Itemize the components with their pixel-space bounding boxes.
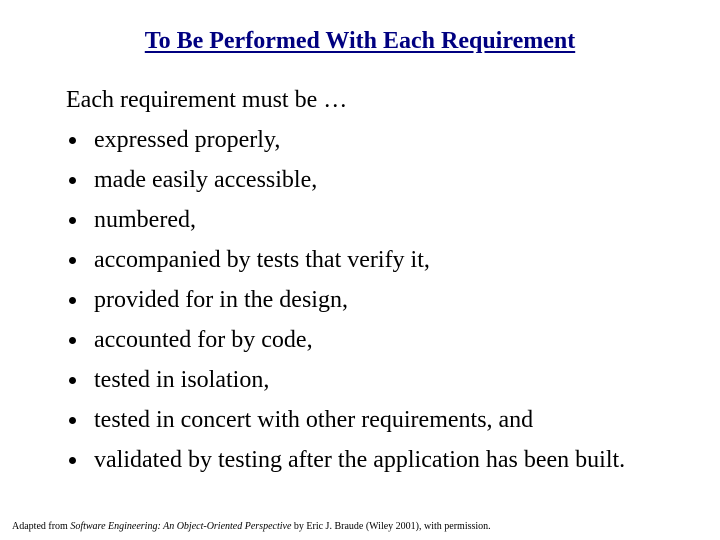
bullet-icon	[69, 257, 76, 264]
list-item	[66, 240, 686, 280]
list-item-text: validated by testing after the application has been built.	[94, 447, 626, 473]
list-item	[66, 160, 686, 200]
list-item-text: accompanied by tests that verify it,	[94, 247, 430, 273]
list-item	[66, 200, 686, 240]
list-item-text: expressed properly,	[94, 127, 281, 153]
bullet-icon	[69, 337, 76, 344]
bullet-icon	[69, 417, 76, 424]
list-item-text: tested in concert with other requirements, and	[94, 407, 534, 433]
list-item	[66, 280, 686, 320]
slide-title: To Be Performed With Each Requirement	[144, 28, 576, 54]
bullet-icon	[69, 217, 76, 224]
list-item-text: made easily accessible,	[94, 167, 318, 193]
footnote-suffix: by Eric J. Braude (Wiley 2001), with permission.	[291, 521, 491, 532]
list-item-text: accounted for by code,	[94, 327, 313, 353]
bullet-icon	[69, 297, 76, 304]
bullet-icon	[69, 457, 76, 464]
list-item-text: provided for in the design,	[94, 287, 348, 313]
list-item-text: tested in isolation,	[94, 367, 270, 393]
requirement-list	[66, 120, 686, 475]
attribution-footnote	[12, 521, 491, 533]
bullet-icon	[69, 137, 76, 144]
bullet-icon	[69, 377, 76, 384]
intro-text: Each requirement must be …	[66, 87, 348, 113]
list-item-text: numbered,	[94, 207, 196, 233]
footnote-book-title: Software Engineering: An Object-Oriented Perspective	[70, 521, 292, 532]
bullet-icon	[69, 177, 76, 184]
list-item	[66, 120, 686, 160]
list-item	[66, 400, 686, 440]
list-item	[66, 360, 686, 400]
list-item	[66, 440, 686, 475]
footnote-prefix: Adapted from	[12, 521, 71, 532]
list-item	[66, 320, 686, 360]
